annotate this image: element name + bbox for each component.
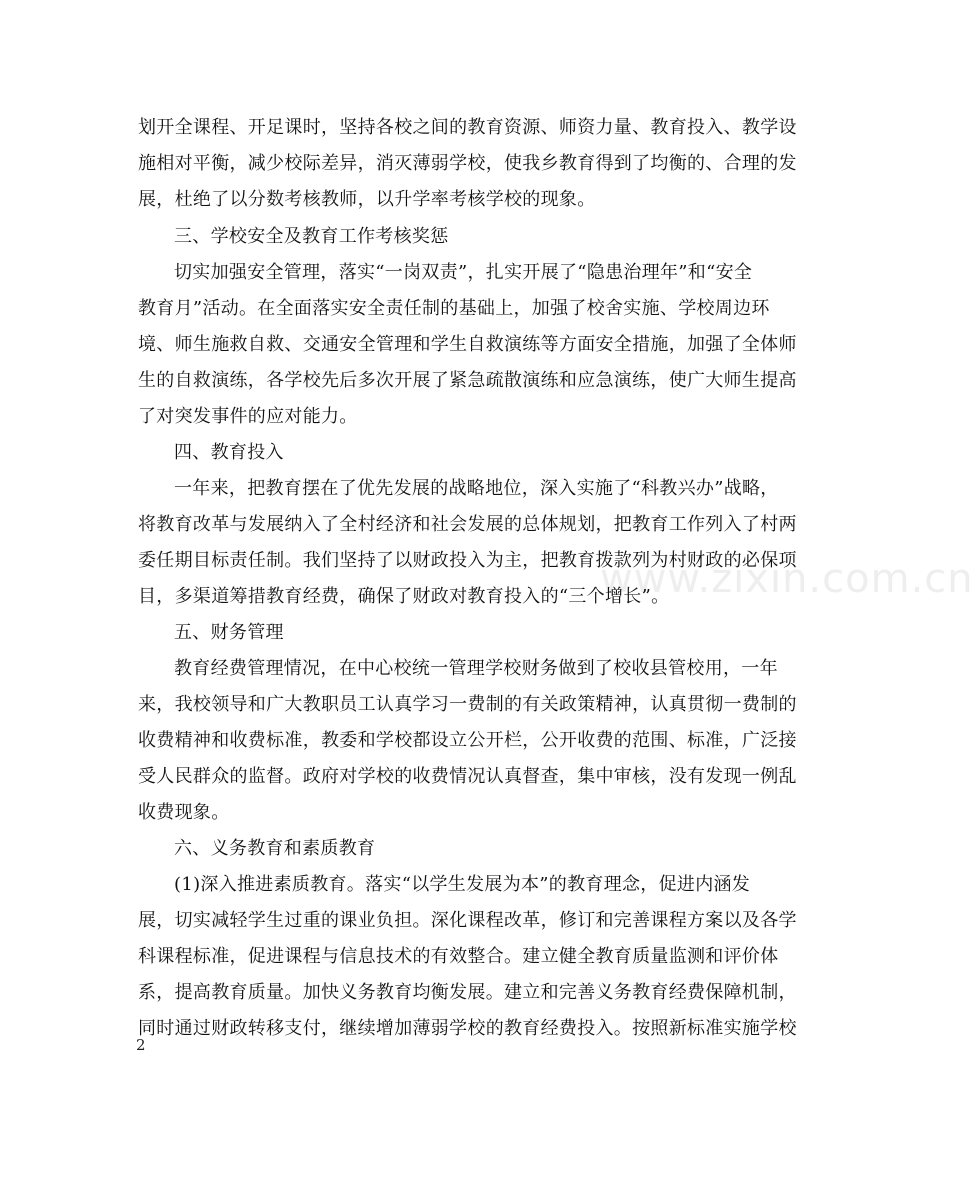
body-text-line: 一年来，把教育摆在了优先发展的战略地位，深入实施了“科教兴办”战略， (174, 478, 779, 499)
section-heading: 五、财务管理 (174, 622, 284, 643)
body-text-line: 受人民群众的监督。政府对学校的收费情况认真督查，集中审核，没有发现一例乱 (138, 766, 797, 787)
body-text-line: 系，提高教育质量。加快义务教育均衡发展。建立和完善义务教育经费保障机制， (138, 982, 797, 1003)
body-text-line: (1)深入推进素质教育。落实“以学生发展为本”的教育理念，促进内涵发 (174, 874, 751, 895)
body-text-line: 收费现象。 (138, 802, 230, 823)
body-text-line: 教育经费管理情况，在中心校统一管理学校财务做到了校收县管校用，一年 (174, 658, 778, 679)
body-text-line: 科课程标准，促进课程与信息技术的有效整合。建立健全教育质量监测和评价体 (138, 946, 779, 967)
body-text-line: 将教育改革与发展纳入了全村经济和社会发展的总体规划，把教育工作列入了村两 (138, 514, 797, 535)
section-heading: 四、教育投入 (174, 442, 284, 463)
body-text-line: 展，杜绝了以分数考核教师，以升学率考核学校的现象。 (138, 189, 596, 210)
body-text-line: 同时通过财政转移支付，继续增加薄弱学校的教育经费投入。按照新标准实施学校 (138, 1018, 797, 1039)
body-text-line: 了对突发事件的应对能力。 (138, 406, 358, 427)
page-number: 2 (136, 1036, 146, 1054)
watermark: www.zixin.com.cn (600, 556, 974, 602)
body-text-line: 施相对平衡，减少校际差异，消灭薄弱学校，使我乡教育得到了均衡的、合理的发 (138, 153, 797, 174)
body-text-line: 来，我校领导和广大教职员工认真学习一费制的有关政策精神，认真贯彻一费制的 (138, 694, 797, 715)
body-text-line: 收费精神和收费标准，教委和学校都设立公开栏，公开收费的范围、标准，广泛接 (138, 730, 797, 751)
section-heading: 六、义务教育和素质教育 (174, 838, 376, 859)
body-text-line: 切实加强安全管理，落实“一岗双责”，扎实开展了“隐患治理年”和“安全 (174, 262, 753, 283)
body-text-line: 展，切实减轻学生过重的课业负担。深化课程改革，修订和完善课程方案以及各学 (138, 910, 797, 931)
body-text-line: 目，多渠道筹措教育经费，确保了财政对教育投入的“三个增长”。 (138, 586, 670, 607)
body-text-line: 划开全课程、开足课时，坚持各校之间的教育资源、师资力量、教育投入、教学设 (138, 117, 797, 138)
body-text-line: 教育月”活动。在全面落实安全责任制的基础上，加强了校舍实施、学校周边环 (138, 298, 770, 319)
body-text-line: 境、师生施救自救、交通安全管理和学生自救演练等方面安全措施，加强了全体师 (138, 334, 797, 355)
body-text-line: 生的自救演练，各学校先后多次开展了紧急疏散演练和应急演练，使广大师生提高 (138, 370, 797, 391)
section-heading: 三、学校安全及教育工作考核奖惩 (174, 226, 449, 247)
body-text-line: 委任期目标责任制。我们坚持了以财政投入为主，把教育拨款列为村财政的必保项 (138, 550, 797, 571)
